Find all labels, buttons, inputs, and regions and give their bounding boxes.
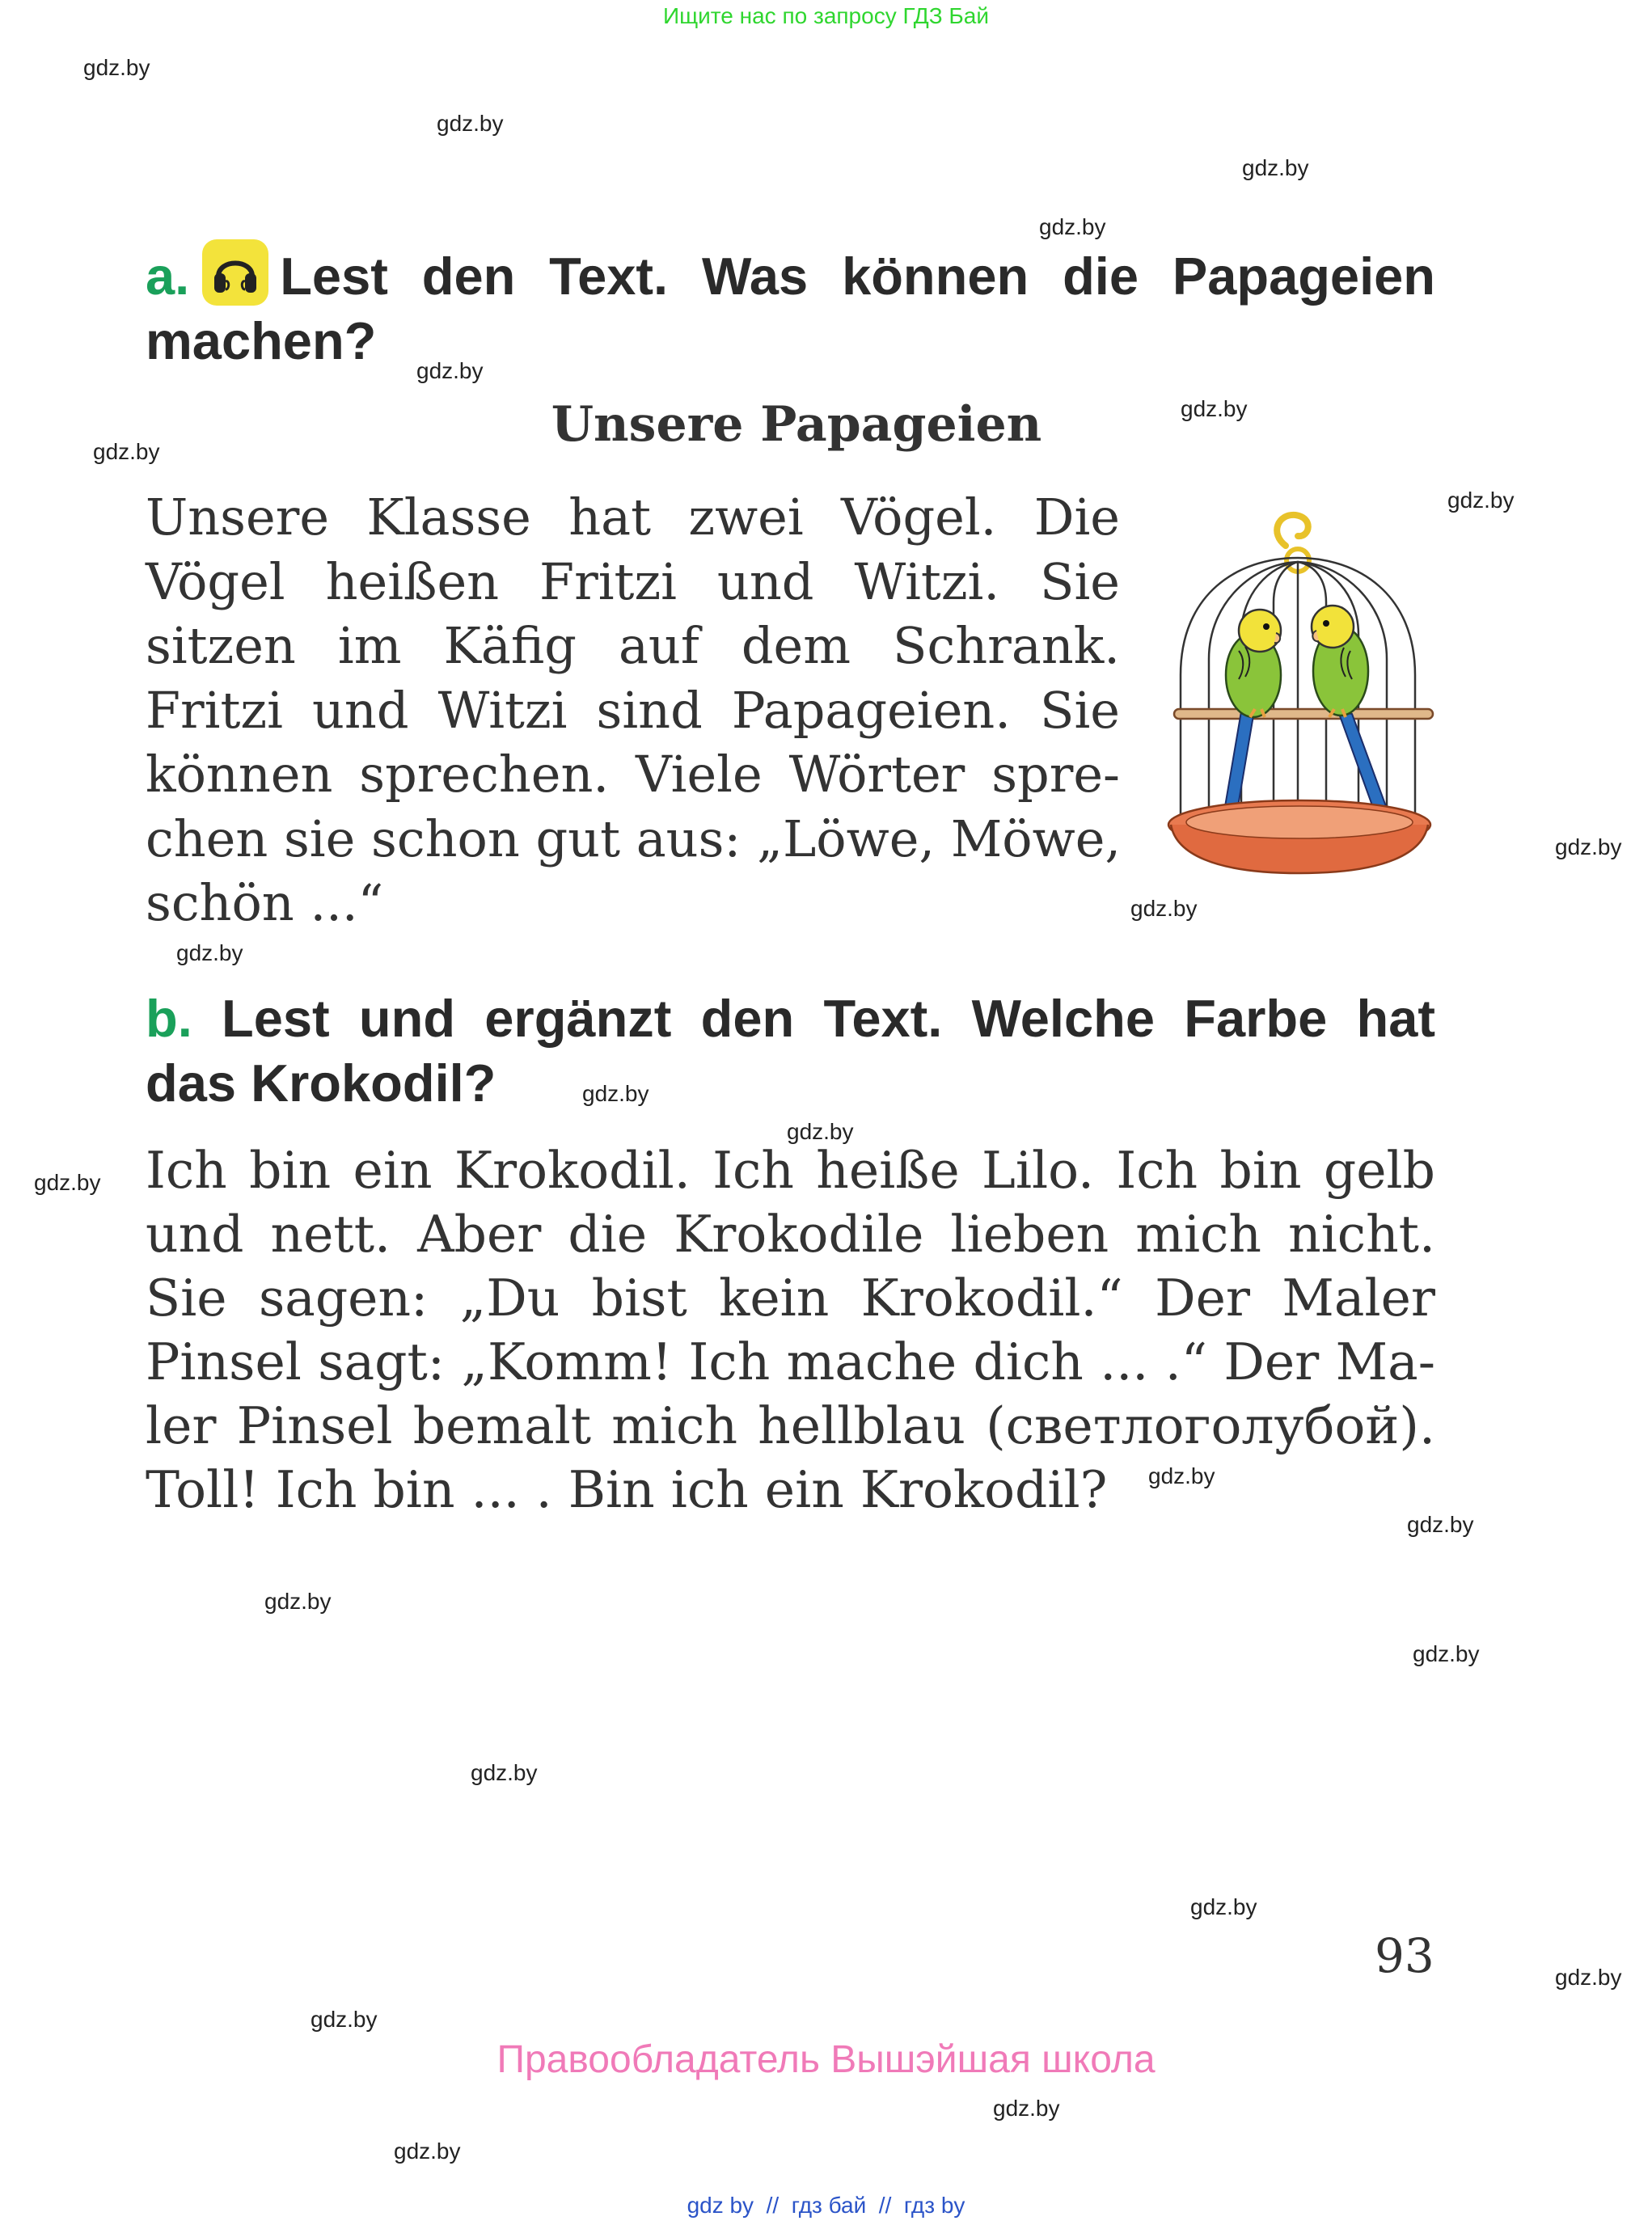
watermark: gdz.by: [416, 358, 484, 383]
story-line: Unsere Klasse hat zwei Vögel. Die: [146, 488, 1120, 547]
rights-holder: Правообладатель Вышэйшая школа: [496, 2038, 1156, 2081]
watermark: gdz.by: [83, 55, 150, 80]
story-title: Unsere Papageien: [551, 396, 1042, 453]
story-line: sitzen im Käfig auf dem Schrank.: [146, 616, 1120, 675]
page-number: 93: [1375, 1928, 1434, 1983]
watermark: gdz.by: [1190, 1894, 1257, 1919]
watermark: gdz.by: [1181, 396, 1248, 421]
watermark: gdz.by: [1555, 834, 1622, 859]
watermark: gdz.by: [176, 940, 243, 965]
watermark: gdz.by: [1148, 1463, 1215, 1488]
task-b-line: Toll! Ich bin ... . Bin ich ein Krokodil?: [146, 1460, 1108, 1519]
parrots-cage-illustration: [1164, 497, 1439, 885]
watermark: gdz.by: [437, 111, 504, 136]
task-b-heading: [146, 986, 1435, 1116]
watermark: gdz.by: [1555, 1965, 1622, 1990]
task-b-line: und nett. Aber die Krokodile lieben mich nicht.: [146, 1205, 1435, 1264]
watermark: gdz.by: [264, 1589, 332, 1614]
headphones-icon: [202, 239, 268, 306]
story-line: chen sie schon gut aus: „Löwe, Möwe,: [146, 809, 1122, 868]
watermark: gdz.by: [1130, 896, 1198, 921]
task-b-title-2: das Krokodil?: [146, 1053, 496, 1112]
top-banner: Ищите нас по запросу ГДЗ Бай: [662, 3, 990, 28]
task-b-line: Sie sagen: „Du bist kein Krokodil.“ Der Maler: [146, 1269, 1435, 1328]
task-b-line: Ich bin ein Krokodil. Ich heiße Lilo. Ich bin gelb: [146, 1141, 1435, 1200]
watermark: gdz.by: [787, 1119, 854, 1144]
task-b-line: ler Pinsel bemalt mich hellblau (светлоголубой).: [146, 1396, 1435, 1455]
watermark: gdz.by: [394, 2138, 461, 2164]
story-line: Fritzi und Witzi sind Papageien. Sie: [146, 680, 1120, 740]
task-a-letter: a.: [146, 247, 190, 306]
watermark: gdz.by: [93, 439, 160, 464]
task-a-heading: [146, 239, 1435, 374]
task-b-letter: b.: [146, 989, 192, 1048]
watermark: gdz.by: [582, 1081, 649, 1106]
story-line: schön ...“: [146, 873, 384, 932]
watermark: gdz.by: [1242, 155, 1309, 180]
task-b-text: [146, 1138, 1435, 1522]
watermark: gdz.by: [34, 1170, 101, 1195]
watermark: gdz.by: [1039, 214, 1106, 239]
task-b-line1: [146, 986, 1435, 1051]
task-a-title-1: Lest den Text. Was können die Papageien: [280, 247, 1435, 306]
task-a-line1: [146, 239, 1435, 309]
task-a-title-2: machen?: [146, 311, 377, 370]
footer-links[interactable]: gdz by // гдз бай // гдз by: [687, 2193, 965, 2218]
story-line: können sprechen. Viele Wörter spre-: [146, 745, 1120, 804]
watermark: gdz.by: [1407, 1512, 1474, 1537]
watermark: gdz.by: [1447, 488, 1515, 513]
watermark: gdz.by: [471, 1760, 538, 1785]
task-b-title-1: Lest und ergänzt den Text. Welche Farbe hat: [222, 989, 1435, 1048]
watermark: gdz.by: [311, 2007, 378, 2032]
watermark: gdz.by: [993, 2096, 1060, 2121]
story-line: Vögel heißen Fritzi und Witzi. Sie: [146, 551, 1120, 611]
story-text: [146, 485, 1120, 935]
task-b-line: Pinsel sagt: „Komm! Ich mache dich ... .“ Der Ma-: [146, 1332, 1435, 1391]
watermark: gdz.by: [1413, 1641, 1480, 1666]
